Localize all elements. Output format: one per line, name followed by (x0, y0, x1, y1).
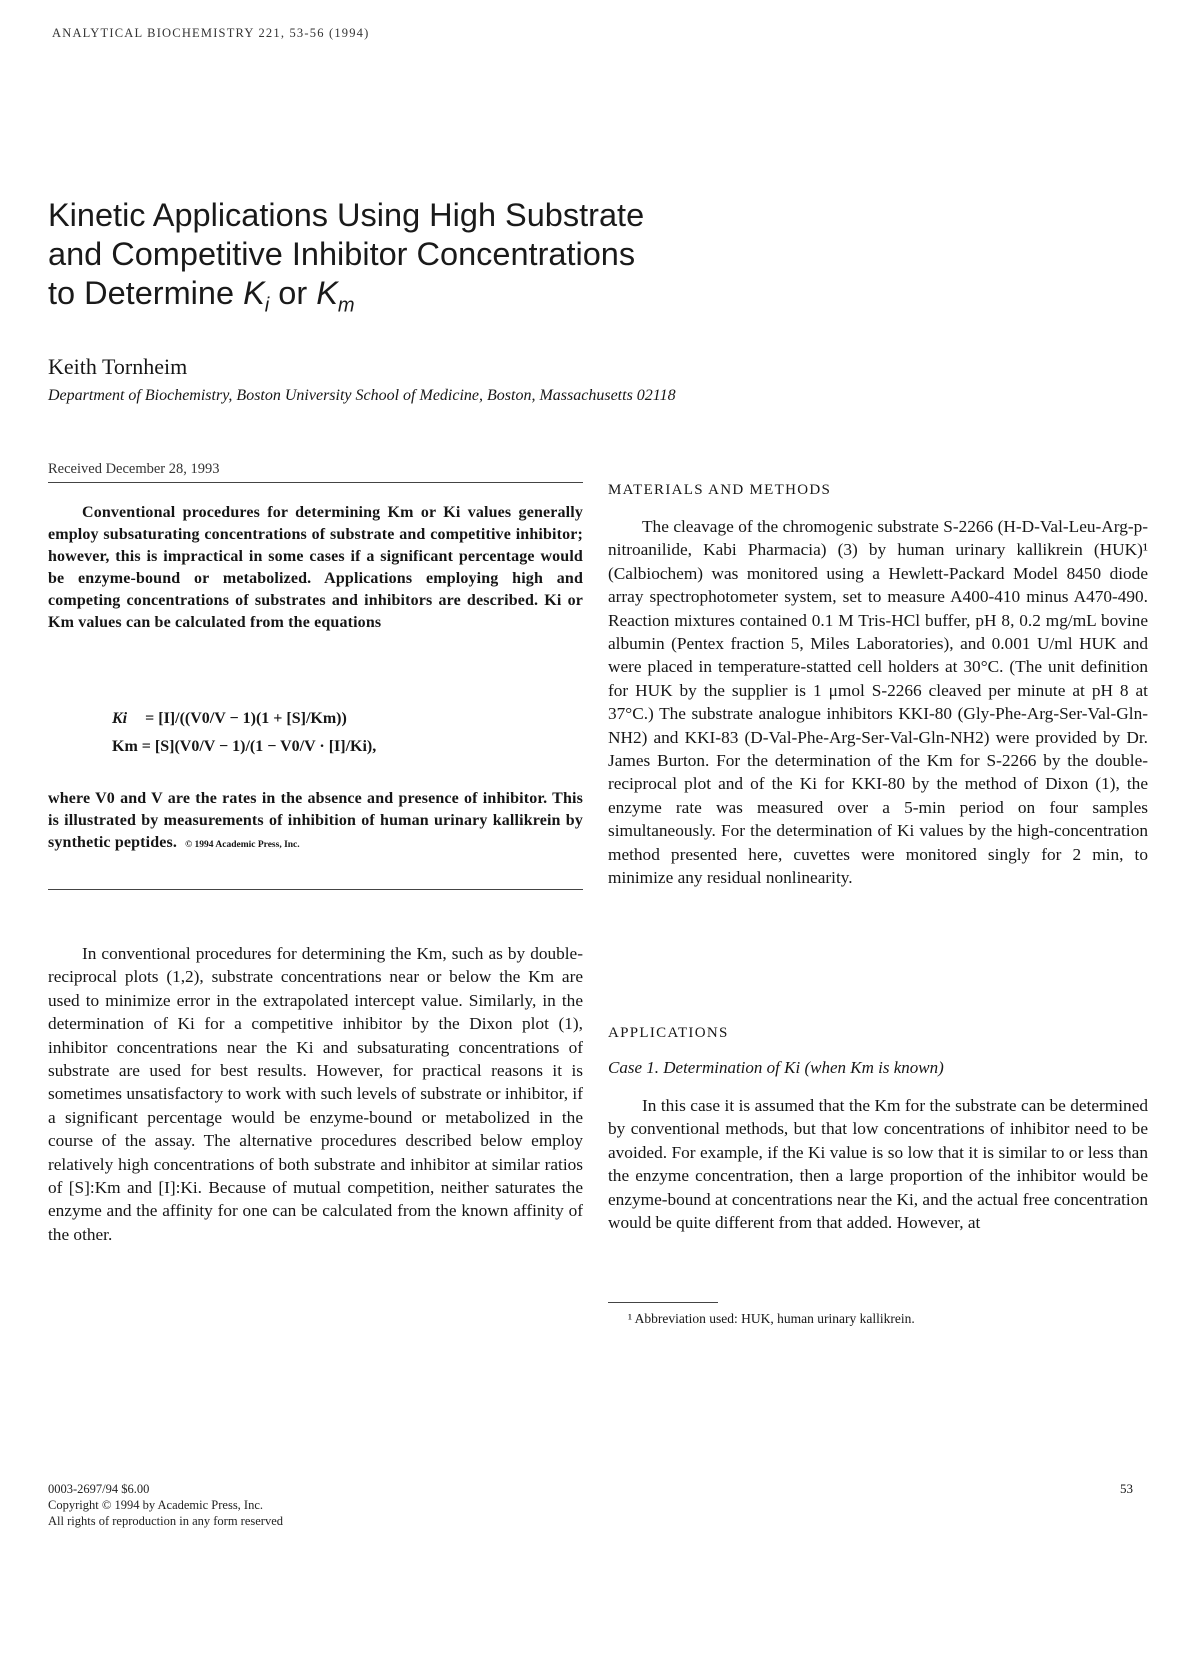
equation-ki-body: = [I]/((V0/V − 1)(1 + [S]/Km)) (145, 710, 347, 727)
abstract (48, 502, 583, 634)
abstract-top-rule (48, 482, 583, 483)
case-1-subhead: Case 1. Determination of Ki (when Km is known) (608, 1058, 944, 1077)
received-date: Received December 28, 1993 (48, 461, 220, 477)
title-line-1: Kinetic Applications Using High Substrate (48, 197, 645, 233)
introduction (48, 942, 583, 1246)
applications-text: In this case it is assumed that the Km for the substrate can be determined by conventional methods, but that low concentrations of inhibitor need to be avoided. For example, if the Ki value is so low that it is similar to or less than the enzyme concentration, then a large proportion of the inhibitor would be enzyme-bound at concentrations near the Ki, and the actual free concentration would be quite different from that added. However, at (608, 1096, 1148, 1233)
equation-ki (112, 710, 347, 728)
abstract-copyright: © 1994 Academic Press, Inc. (185, 840, 300, 850)
title-line-3: to Determine $K_i$ or $K_m$ (48, 275, 355, 317)
footer-issn: 0003-2697/94 $6.00 (48, 1482, 150, 1496)
applications-heading: APPLICATIONS (608, 1025, 729, 1041)
page-number: 53 (1120, 1481, 1133, 1496)
introduction-text: In conventional procedures for determining the Km, such as by double-reciprocal plots (1,2), substrate concentrations near or below the Km are used to minimize error in the extrapolated intercept value. Similarly, in the determination of Ki for a competitive inhibitor by the Dixon plot (1), inhibitor concentrations near the Ki and subsaturating concentrations of substrate are used for best results. However, for practical reasons it is sometimes unsatisfactory to work with such levels of substrate or inhibitor, if a significant percentage would be enzyme-bound or metabolized in the course of the assay. The alternative procedures described below employ relatively high concentrations of both substrate and inhibitor at similar ratios of [S]:Km and [I]:Ki. Because of mutual competition, neither saturates the enzyme and the affinity for one can be calculated from the known affinity of the other. (48, 944, 583, 1244)
methods-heading: MATERIALS AND METHODS (608, 482, 832, 498)
methods-text: The cleavage of the chromogenic substrate S-2266 (H-D-Val-Leu-Arg-p-nitroanilide, Kabi Pharmacia) (3) by human urinary kallikrein (HUK)¹ (Calbiochem) was monitored using a Hewlett-Packard Model 8450 diode array spectrophotometer system, set to measure A400-410 minus A470-490. Reaction mixtures contained 0.1 M Tris-HCl buffer, pH 8, 0.2 mg/mL bovine albumin (Pentex fraction 5, Miles Laboratories), and 0.001 U/ml HUK and were placed in temperature-statted cell holders at 30°C. (The unit definition for HUK by the supplier is 1 μmol S-2266 cleaved per minute at pH 8 at 37°C.) The substrate analogue inhibitors KKI-80 (Gly-Phe-Arg-Ser-Val-Gln-NH2) and KKI-83 (D-Val-Phe-Arg-Ser-Val-Gln-NH2) were provided by Dr. James Burton. For the determination of the Km for S-2266 by the double-reciprocal plot and of the Ki for KKI-80 by the method of Dixon (1), the enzyme rate was measured over a 5-min period on four samples simultaneously. For the determination of Ki values by the high-concentration method presented here, cuvettes were monitored singly for 2 min, to minimize any residual nonlinearity. (608, 517, 1148, 888)
equation-km: Km = [S](V0/V − 1)/(1 − V0/V · [I]/Ki), (112, 738, 377, 755)
applications-section (608, 1094, 1148, 1234)
equation-ki-label: Ki (112, 710, 128, 727)
abstract-bottom-rule (48, 889, 583, 890)
page-footer (48, 1481, 283, 1529)
author-name: Keith Tornheim (48, 354, 188, 379)
title-line-2: and Competitive Inhibitor Concentrations (48, 236, 636, 272)
footnote: ¹ Abbreviation used: HUK, human urinary kallikrein. (628, 1311, 915, 1326)
methods-section (608, 515, 1148, 890)
author-affiliation: Department of Biochemistry, Boston University School of Medicine, Boston, Massachusetts 02118 (48, 387, 676, 404)
footnote-rule (608, 1302, 718, 1303)
footer-rights: All rights of reproduction in any form reserved (48, 1514, 284, 1528)
abstract-text: Conventional procedures for determining Km or Ki values generally employ subsaturating concentrations of substrate and competitive inhibitor; however, this is impractical in some cases if a significant percentage would be enzyme-bound or metabolized. Applications employing high and competing concentrations of substrates and inhibitors are described. Ki or Km values can be calculated from the equations (48, 504, 583, 631)
abstract-after-text: where V0 and V are the rates in the absence and presence of inhibitor. This is illustrated by measurements of inhibition of human urinary kallikrein by synthetic peptides. (48, 790, 583, 851)
article-title (48, 196, 748, 326)
footer-copyright: Copyright © 1994 by Academic Press, Inc. (48, 1498, 264, 1512)
abstract-continued (48, 788, 583, 856)
running-head: ANALYTICAL BIOCHEMISTRY 221, 53-56 (1994) (52, 26, 370, 40)
